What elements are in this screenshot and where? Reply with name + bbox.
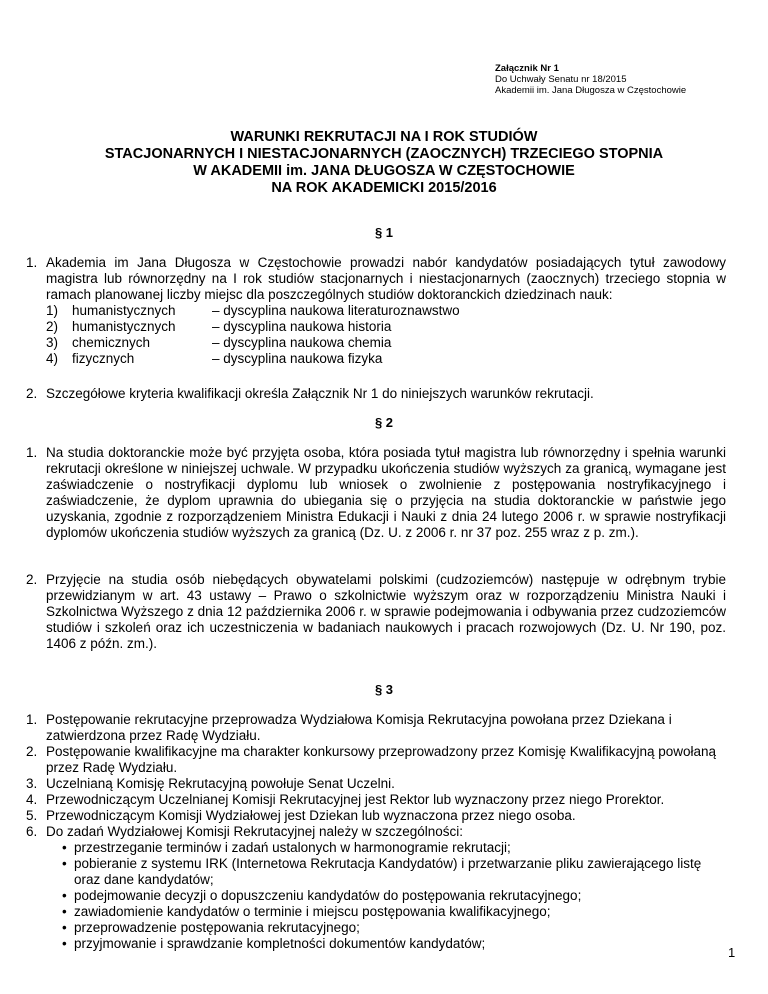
item-text: Przewodniczącym Komisji Wydziałowej jest Dziekan lub wyznaczona przez niego osoba. — [46, 808, 576, 823]
bullet-item — [62, 888, 726, 904]
item-number: 5. — [26, 808, 38, 823]
field-name: humanistycznych — [72, 303, 176, 318]
bullet-item — [62, 856, 726, 888]
bullet-item — [62, 840, 726, 856]
item-number: 4. — [26, 792, 38, 807]
bullet-text: pobieranie z systemu IRK (Internetowa Rekrutacja Kandydatów) i przetwarzanie pliku zawierającego listę oraz dane kandydatów; — [74, 856, 702, 887]
item-text: Postępowanie kwalifikacyjne ma charakter konkursowy przeprowadzony przez Komisję Kwalifikacyjną powołaną przez Radę Wydziału. — [46, 744, 717, 775]
title-line: STACJONARNYCH I NIESTACJONARNYCH (ZAOCZNYCH) TRZECIEGO STOPNIA — [104, 146, 664, 162]
bullet-item — [62, 936, 726, 952]
bullet-text: przyjmowanie i sprawdzanie kompletności dokumentów kandydatów; — [74, 936, 486, 951]
paragraph-text: Przyjęcie na studia osób niebędących obywatelami polskimi (cudzoziemców) następuje w odrębnym trybie przewidzianym w art. 43 ustawy – Prawo o szkolnictwie wyższym oraz w rozporządzeniu Ministra Nauki i Szkolnictwa Wyższego z dnia 12 października 2006 r. w sprawie podejmowania i odbywania przez cudzoziemców studiów i szkoleń oraz ich uczestniczenia w badaniach naukowych i pracach rozwojowych (Dz. U. Nr 190, poz. 1406 z późn. zm.). — [46, 572, 726, 651]
discipline-list — [46, 303, 726, 367]
annex-resolution: Do Uchwały Senatu nr 18/2015 — [495, 74, 627, 85]
paragraph-text: Na studia doktoranckie może być przyjęta osoba, która posiada tytuł magistra lub równorzędny i spełnia warunki rekrutacji określone w niniejszej uchwale. W przypadku ukończenia studiów wyższych za granicą, wymagane jest zaświadczenie o nostryfikacji dyplomu lub wniosek o zwolnienie z postępowania nostryfikacyjnego i zaświadczenie, że dyplom uprawnia do ubiegania się o przyjęcia na studia doktoranckie w państwie jego uzyskania, zgodnie z rozporządzeniem Ministra Edukacji i Nauki z dnia 24 lutego 2006 r. w sprawie nostryfikacji dyplomów ukończenia studiów wyższych za granicą (Dz. U. z 2006 r. nr 37 poz. 255 wraz z p. zm.). — [46, 445, 726, 540]
bullet-item — [62, 904, 726, 920]
item-number: 2. — [26, 744, 38, 759]
paragraph-number: 2. — [26, 572, 38, 587]
item-text: Przewodniczącym Uczelnianej Komisji Rekrutacyjnej jest Rektor lub wyznaczony przez niego Prorektor. — [46, 792, 665, 807]
discipline-name: – dyscyplina naukowa literaturoznawstwo — [212, 303, 460, 318]
discipline-name: – dyscyplina naukowa historia — [212, 319, 392, 334]
bullet-icon: • — [62, 920, 67, 935]
bullet-icon: • — [62, 888, 67, 903]
list-item — [26, 712, 726, 744]
bullet-text: przeprowadzenie postępowania rekrutacyjnego; — [74, 920, 360, 935]
paragraph-number: 2. — [26, 386, 38, 401]
document-title — [0, 129, 768, 197]
bullet-icon: • — [62, 936, 67, 951]
bullet-text: przestrzeganie terminów i zadań ustalonych w harmonogramie rekrutacji; — [74, 840, 511, 855]
list-item — [26, 808, 726, 824]
section-2-paragraph-1 — [26, 445, 726, 541]
bullet-item — [62, 920, 726, 936]
item-number: 4) — [46, 351, 59, 366]
annex-title: Załącznik Nr 1 — [495, 63, 559, 74]
paragraph-number: 1. — [26, 255, 38, 270]
item-number: 1. — [26, 712, 38, 727]
list-item — [26, 776, 726, 792]
item-text: Uczelnianą Komisję Rekrutacyjną powołuje Senat Uczelni. — [46, 776, 395, 791]
item-text: Postępowanie rekrutacyjne przeprowadza Wydziałowa Komisja Rekrutacyjna powołana przez Dziekana i zatwierdzona przez Radę Wydziału. — [46, 712, 672, 743]
title-line: WARUNKI REKRUTACJI NA I ROK STUDIÓW — [230, 129, 538, 145]
list-item — [26, 792, 726, 808]
paragraph-text: Szczegółowe kryteria kwalifikacji określa Załącznik Nr 1 do niniejszych warunków rekrutacji. — [46, 386, 594, 401]
paragraph-number: 1. — [26, 445, 38, 460]
item-number: 2) — [46, 319, 59, 334]
bullet-icon: • — [62, 856, 67, 871]
section-2-heading: § 2 — [374, 415, 394, 430]
title-line: W AKADEMII im. JANA DŁUGOSZA W CZĘSTOCHOWIE — [193, 163, 575, 179]
list-item — [26, 824, 726, 840]
field-name: chemicznych — [72, 335, 151, 350]
field-name: fizycznych — [72, 351, 135, 366]
item-number: 1) — [46, 303, 59, 318]
bullet-text: podejmowanie decyzji o dopuszczeniu kandydatów do postępowania rekrutacyjnego; — [74, 888, 582, 903]
list-item — [46, 351, 726, 367]
list-item — [26, 744, 726, 776]
discipline-name: – dyscyplina naukowa chemia — [212, 335, 392, 350]
field-name: humanistycznych — [72, 319, 176, 334]
section-1-heading: § 1 — [374, 225, 394, 240]
list-item — [46, 319, 726, 335]
title-line: NA ROK AKADEMICKI 2015/2016 — [271, 180, 497, 196]
annex-header — [495, 63, 686, 96]
bullet-text: zawiadomienie kandydatów o terminie i miejscu postępowania kwalifikacyjnego; — [74, 904, 551, 919]
list-item — [46, 303, 726, 319]
bullet-icon: • — [62, 904, 67, 919]
list-item — [46, 335, 726, 351]
item-number: 6. — [26, 824, 38, 839]
paragraph-text: Akademia im Jana Długosza w Częstochowie prowadzi nabór kandydatów posiadających tytuł zawodowy magistra lub równorzędny na I rok studiów stacjonarnych i niestacjonarnych (zaocznych) trzeciego stopnia w ramach planowanej liczby miejsc dla poszczególnych studiów doktoranckich dziedzinach nauk: — [46, 255, 726, 302]
section-3-heading: § 3 — [374, 682, 394, 697]
section-3-list — [26, 712, 726, 952]
bullet-icon: • — [62, 840, 67, 855]
item-number: 3) — [46, 335, 59, 350]
section-1-paragraph-2 — [26, 386, 726, 402]
discipline-name: – dyscyplina naukowa fizyka — [212, 351, 383, 366]
annex-institution: Akademii im. Jana Długosza w Częstochowie — [495, 85, 687, 96]
section-2-paragraph-2 — [26, 572, 726, 652]
item-number: 3. — [26, 776, 38, 791]
section-1-paragraph-1 — [26, 255, 726, 367]
item-text: Do zadań Wydziałowej Komisji Rekrutacyjnej należy w szczególności: — [46, 824, 464, 839]
page-number: 1 — [728, 945, 736, 960]
